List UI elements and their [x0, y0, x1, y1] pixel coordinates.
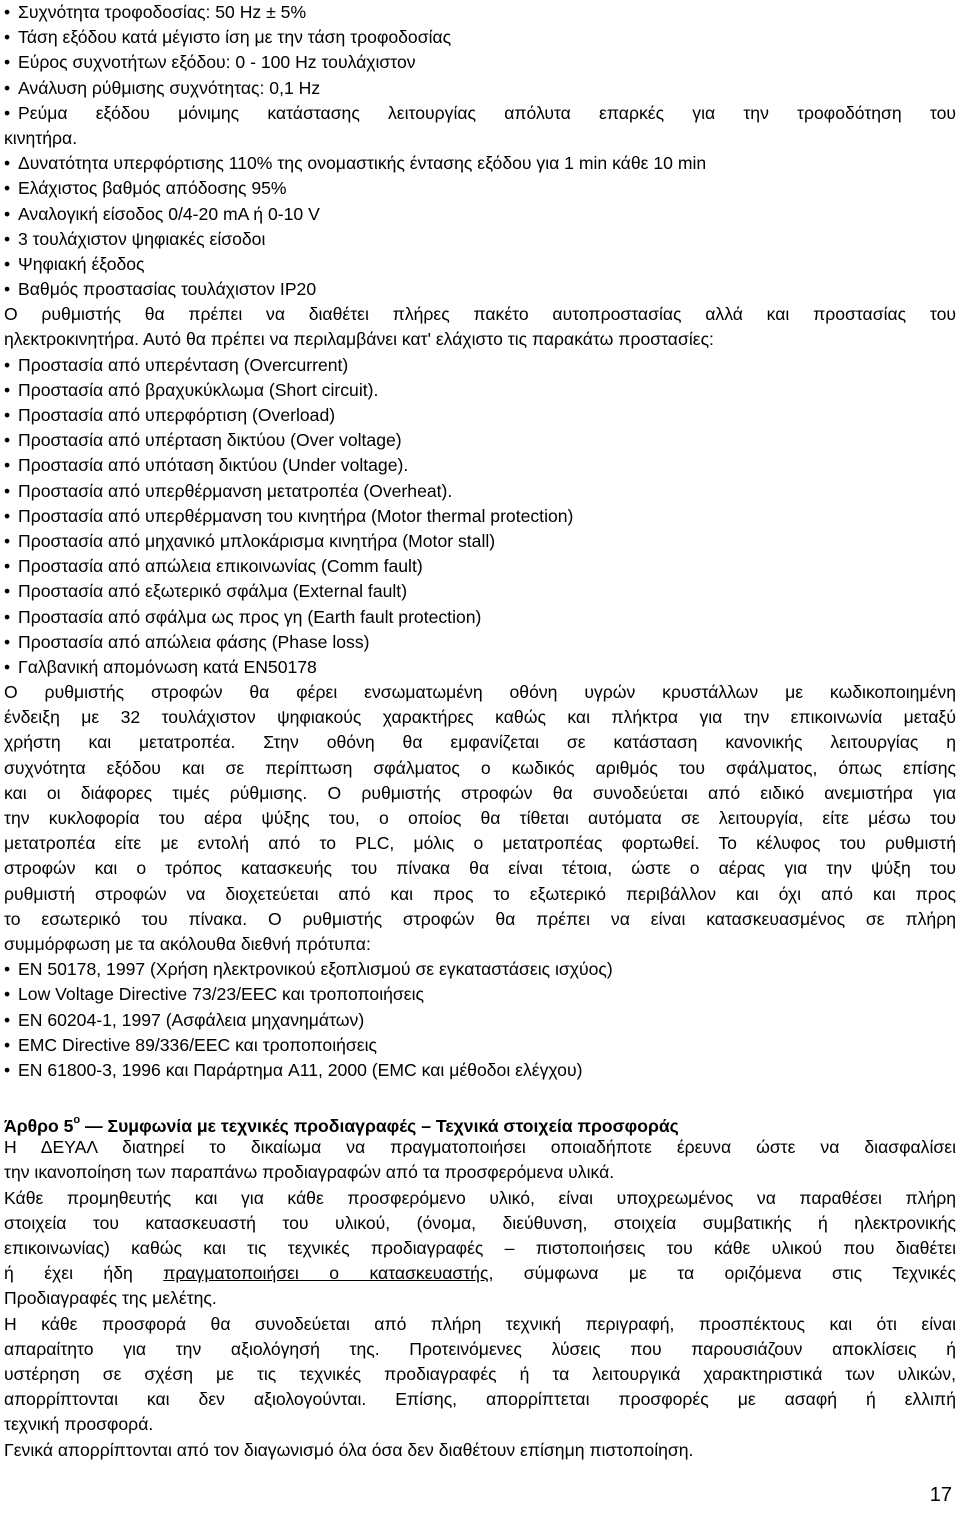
paragraph-line: στροφών και ο τρόπος κατασκευής του πίνακα θα είναι τέτοια, ώστε ο αέρας για την ψύξη του	[4, 858, 956, 879]
list-item: • Προστασία από υπερθέρμανση του κινητήρα (Motor thermal protection)	[4, 505, 574, 526]
list-item: • Συχνότητα τροφοδοσίας: 50 Hz ± 5%	[4, 2, 307, 22]
list-item: • 3 τουλάχιστον ψηφιακές είσοδοι	[4, 228, 266, 249]
paragraph-line: μετατροπέα είτε με εντολή από το PLC, μόλις ο μετατροπέας φορτωθεί. Το κέλυφος του ρυθμιστή	[4, 833, 956, 854]
paragraph-line: την ικανοποίηση των παραπάνω προδιαγραφών από τα προσφερόμενα υλικά.	[4, 1162, 615, 1183]
list-item: • Ψηφιακή έξοδος	[4, 253, 145, 274]
document-page	[4, 0, 956, 1463]
list-item: • Προστασία από υπόταση δικτύου (Under voltage).	[4, 455, 409, 476]
list-item: • Γαλβανική απομόνωση κατά EN50178	[4, 656, 317, 677]
paragraph-line: συχνότητα εξόδου και σε περίπτωση σφάλματος ο κωδικός αριθμός του σφάλματος, όπως επίσης	[4, 757, 956, 778]
list-item: • Προστασία από απώλεια επικοινωνίας (Comm fault)	[4, 556, 423, 577]
list-item: • EN 50178, 1997 (Χρήση ηλεκτρονικού εξοπλισμού σε εγκαταστάσεις ισχύος)	[4, 959, 613, 980]
list-item: • Τάση εξόδου κατά μέγιστο ίση με την τάση τροφοδοσίας	[4, 27, 452, 48]
paragraph-line: συμμόρφωση με τα ακόλουθα διεθνή πρότυπα:	[4, 933, 371, 954]
list-item: • Ανάλυση ρύθμισης συχνότητας: 0,1 Hz	[4, 77, 321, 98]
paragraph-line: Κάθε προμηθευτής και για κάθε προσφερόμενο υλικό, είναι υποχρεωμένος να παραθέσει πλήρη	[4, 1187, 956, 1208]
list-item: • Προστασία από υπερφόρτιση (Overload)	[4, 405, 336, 425]
list-item: • Προστασία από υπερθέρμανση μετατροπέα (Overheat).	[4, 480, 453, 501]
paragraph-line: το εσωτερικό του πίνακα. Ο ρυθμιστής στροφών θα πρέπει να είναι κατασκευασμένος σε πλήρη	[4, 908, 956, 929]
paragraph-line: και οι διάφορες τιμές ρύθμισης. Ο ρυθμιστής στροφών θα συνοδεύεται από ειδικό ανεμιστήρα για	[4, 782, 956, 803]
list-item: • Προστασία από βραχυκύκλωμα (Short circuit).	[4, 379, 379, 400]
paragraph-line: ρυθμιστή στροφών να διοχετεύεται από και προς το εξωτερικό περιβάλλον και όχι από και προς	[4, 883, 956, 904]
paragraph-line: την κυκλοφορία του αέρα ψύξης του, ο οποίος θα τίθεται αυτόματα σε λειτουργία, είτε μέσω του	[4, 808, 956, 828]
page-number: 17	[929, 1484, 952, 1506]
paragraph-line: ένδειξη με 32 τουλάχιστον ψηφιακούς χαρακτήρες καθώς και πλήκτρα για την επικοινωνία μεταξύ	[4, 707, 956, 728]
list-item: • Ελάχιστος βαθμός απόδοσης 95%	[4, 178, 287, 199]
list-item: • Βαθμός προστασίας τουλάχιστον IP20	[4, 279, 317, 300]
paragraph-line: Η ΔΕΥΑΛ διατηρεί το δικαίωμα να πραγματοποιήσει οποιαδήποτε έρευνα ώστε να διασφαλίσει	[4, 1137, 956, 1158]
list-item: • Προστασία από υπέρταση δικτύου (Over voltage)	[4, 430, 402, 451]
paragraph-line: επικοινωνίας) καθώς και τις τεχνικές προδιαγραφές – πιστοποιήσεις του κάθε υλικού που διαθέτει	[4, 1238, 956, 1258]
paragraph-line: ή έχει ήδη πραγματοποιήσει ο κατασκευαστής, σύμφωνα με τα οριζόμενα στις Τεχνικές	[4, 1263, 956, 1284]
paragraph-line: στοιχεία του κατασκευαστή του υλικού, (όνομα, διεύθυνση, στοιχεία συμβατικής ή ηλεκτρονικής	[4, 1212, 956, 1233]
list-item: • Low Voltage Directive 73/23/EEC και τροποποιήσεις	[4, 984, 424, 1005]
underlined-text: πραγματοποιήσει ο κατασκευαστής	[163, 1263, 489, 1284]
list-item: • Αναλογική είσοδος 0/4-20 mA ή 0-10 V	[4, 203, 320, 224]
paragraph-line: υστέρηση σε σχέση με τις τεχνικές προδιαγραφές ή τα λειτουργικά χαρακτηριστικά των υλικών,	[4, 1363, 956, 1384]
paragraph-line: Η κάθε προσφορά θα συνοδεύεται από πλήρη τεχνική περιγραφή, προσπέκτους και ότι είναι	[4, 1313, 956, 1334]
list-item: • Ρεύμα εξόδου μόνιμης κατάστασης λειτουργίας απόλυτα επαρκές για την τροφοδότηση του	[4, 102, 956, 123]
paragraph-line: Ο ρυθμιστής στροφών θα φέρει ενσωματωμένη οθόνη υγρών κρυστάλλων με κωδικοποιημένη	[4, 682, 956, 703]
list-item: • Προστασία από εξωτερικό σφάλμα (External fault)	[4, 581, 408, 602]
article-heading: Άρθρο $5^o$ — Συμφωνία με τεχνικές προδιαγραφές – Τεχνικά στοιχεία προσφοράς	[4, 1114, 679, 1136]
list-item: • EMC Directive 89/336/EEC και τροποποιήσεις	[4, 1034, 377, 1055]
paragraph-line: ηλεκτροκινητήρα. Αυτό θα πρέπει να περιλαμβάνει κατ' ελάχιστο τις παρακάτω προστασίες:	[4, 329, 714, 350]
list-item: • Προστασία από απώλεια φάσης (Phase loss)	[4, 631, 370, 652]
paragraph-line: απορρίπτονται και δεν αξιολογούνται. Επίσης, απορρίπτεται προσφορές με ασαφή ή ελλιπή	[4, 1389, 956, 1410]
list-item: • EN 61800-3, 1996 και Παράρτημα A11, 2000 (EMC και μέθοδοι ελέγχου)	[4, 1059, 583, 1080]
paragraph-line: χρήστη και μετατροπέα. Στην οθόνη θα εμφανίζεται σε κατάσταση κανονικής λειτουργίας η	[4, 732, 956, 753]
list-item: • Προστασία από μηχανικό μπλοκάρισμα κινητήρα (Motor stall)	[4, 530, 496, 551]
list-item-continuation: κινητήρα.	[4, 127, 78, 148]
list-item: • Δυνατότητα υπερφόρτισης 110% της ονομαστικής έντασης εξόδου για 1 min κάθε 10 min	[4, 153, 707, 174]
list-item: • EN 60204-1, 1997 (Ασφάλεια μηχανημάτων)	[4, 1009, 365, 1030]
list-item: • Εύρος συχνοτήτων εξόδου: 0 - 100 Hz τουλάχιστον	[4, 52, 416, 73]
list-item: • Προστασία από σφάλμα ως προς γη (Earth fault protection)	[4, 606, 482, 627]
paragraph-line: απαραίτητο για την αξιολόγησή της. Προτεινόμενες λύσεις που παρουσιάζουν αποκλίσεις ή	[4, 1338, 956, 1359]
spacer	[4, 1083, 956, 1110]
list-item: • Προστασία από υπερένταση (Overcurrent)	[4, 354, 349, 375]
paragraph-line: Προδιαγραφές της μελέτης.	[4, 1288, 217, 1309]
paragraph-line: τεχνική προσφορά.	[4, 1414, 154, 1435]
paragraph-line: Ο ρυθμιστής θα πρέπει να διαθέτει πλήρες πακέτο αυτοπροστασίας αλλά και προστασίας του	[4, 304, 956, 325]
paragraph-line: Γενικά απορρίπτονται από τον διαγωνισμό όλα όσα δεν διαθέτουν επίσημη πιστοποίηση.	[4, 1439, 694, 1460]
